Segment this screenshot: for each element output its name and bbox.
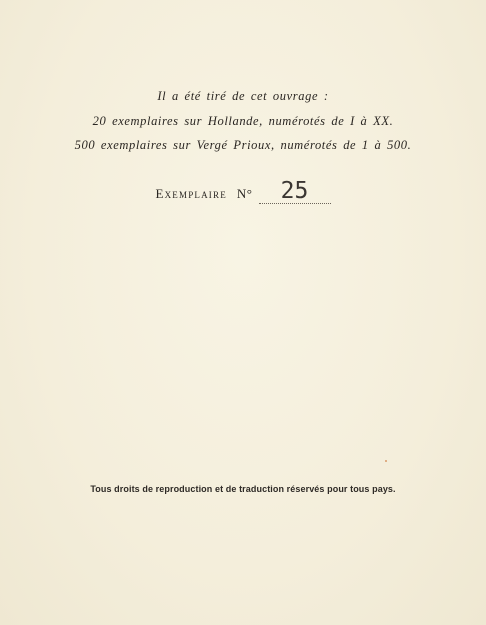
number-label: N° <box>236 186 253 201</box>
print-run-intro: Il a été tiré de cet ouvrage : <box>157 89 329 103</box>
print-run-verge: 500 exemplaires sur Vergé Prioux, numérotés de 1 à 500. <box>74 138 412 152</box>
copy-label: Exemplaire <box>155 186 227 201</box>
print-run-statement <box>0 84 486 158</box>
paper-speck <box>385 460 387 462</box>
copy-number: 25 <box>280 178 309 204</box>
print-run-hollande: 20 exemplaires sur Hollande, numérotés de I à XX. <box>92 113 394 128</box>
rights-notice: Tous droits de reproduction et de traduction réservés pour tous pays. <box>90 484 396 494</box>
copy-number-line <box>0 180 486 204</box>
copy-number-field <box>259 180 331 204</box>
